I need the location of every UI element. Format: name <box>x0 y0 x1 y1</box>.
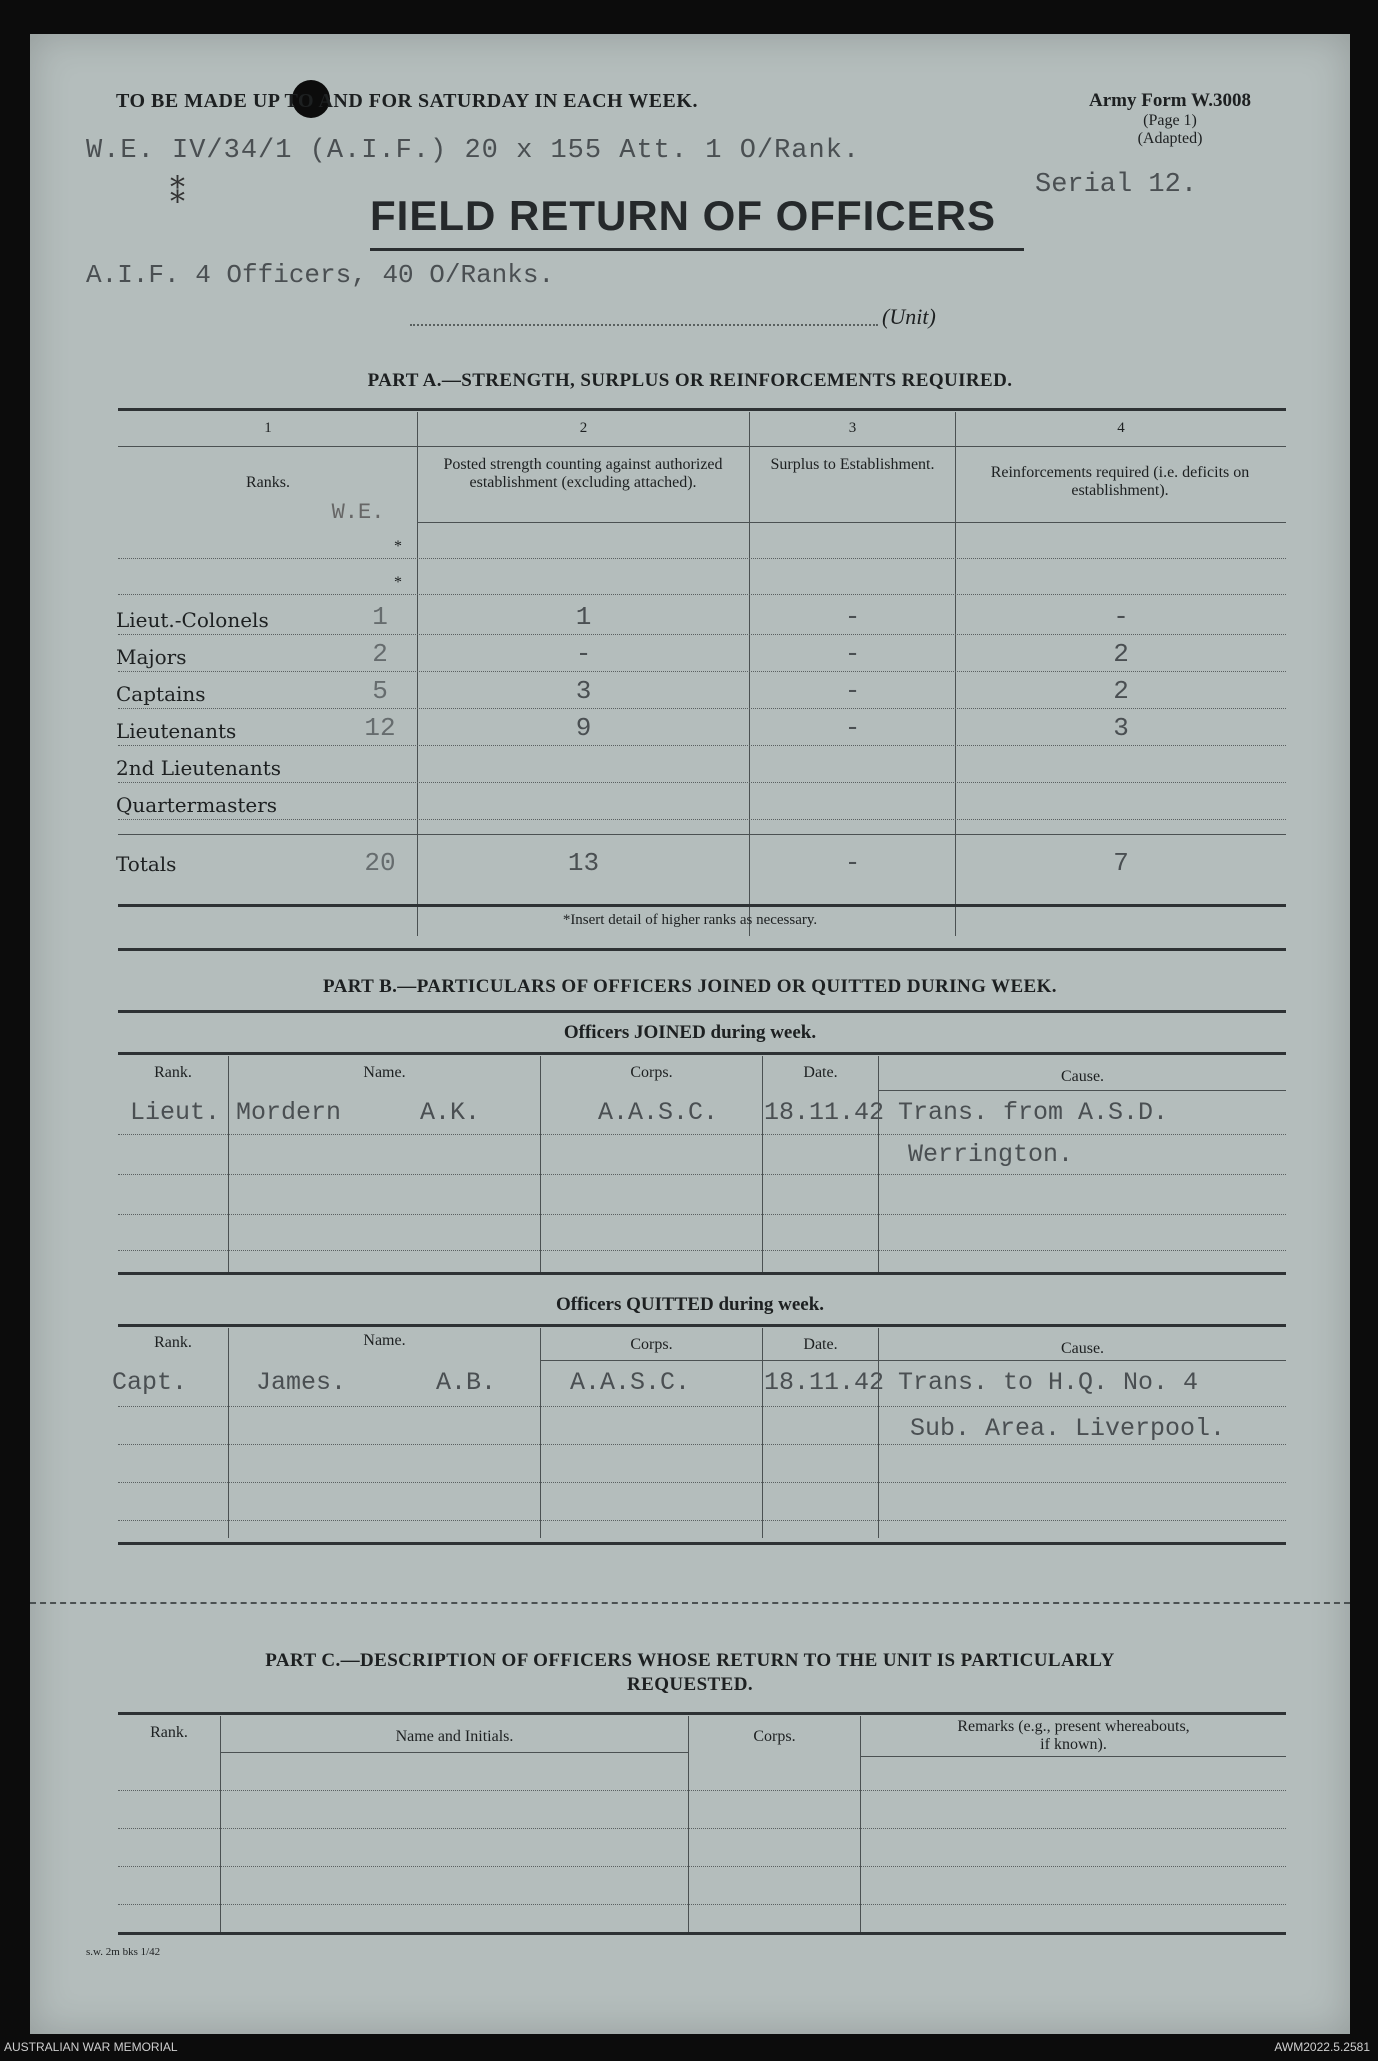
remarks-line-2: if known). <box>1040 1736 1107 1753</box>
reinforcements-header: Reinforcements required (i.e. deficits on establishment). <box>990 464 1250 499</box>
dotted-row <box>118 1134 1286 1135</box>
joined-heading: Officers JOINED during week. <box>563 1022 817 1043</box>
joined-cause-cont: Werrington. <box>908 1140 1074 1169</box>
form-number: Army Form W.3008 <box>1088 90 1251 111</box>
dotted-row <box>118 1904 1286 1905</box>
totals-surplus: - <box>844 848 861 878</box>
unit-fill-line <box>410 324 878 326</box>
column-divider <box>220 1716 221 1934</box>
totals-posted: 13 <box>567 848 600 878</box>
col-corps: Corps. <box>753 1728 796 1745</box>
reinforcement-value: - <box>1113 602 1129 632</box>
joined-corps: A.A.S.C. <box>598 1098 719 1127</box>
asterisk: * <box>394 574 402 591</box>
printer-imprint: s.w. 2m bks 1/42 <box>86 1946 161 1958</box>
posted-value: 1 <box>575 602 592 632</box>
dotted-row <box>118 782 1286 783</box>
rank-2nd-lieutenants: 2nd Lieutenants <box>116 756 282 780</box>
col-date: Date. <box>803 1064 838 1081</box>
we-value: 12 <box>364 713 396 743</box>
dotted-row <box>118 558 1286 559</box>
column-divider <box>762 1056 763 1274</box>
posted-value: 3 <box>575 676 592 706</box>
quitted-initials: A.B. <box>436 1368 497 1397</box>
handwritten-mark: ⁑ <box>170 177 185 210</box>
unit-strength-line: A.I.F. 4 Officers, 40 O/Ranks. <box>86 260 555 290</box>
rule <box>879 1090 1286 1091</box>
dotted-row <box>118 819 1286 820</box>
column-divider <box>540 1056 541 1274</box>
col-cause: Cause. <box>1060 1340 1105 1357</box>
col-corps: Corps. <box>630 1336 673 1353</box>
unit-label: (Unit) <box>882 304 936 329</box>
dotted-row <box>118 1828 1286 1829</box>
archive-id: AWM2022.5.2581 <box>1274 2040 1370 2054</box>
adapted-note: (Adapted) <box>1137 130 1203 147</box>
col-number: 1 <box>264 420 272 436</box>
form-sheet <box>30 34 1350 2034</box>
col-name: Name. <box>363 1064 406 1081</box>
dotted-row <box>118 1866 1286 1867</box>
dotted-row <box>118 1214 1286 1215</box>
dotted-row <box>118 1406 1286 1407</box>
quitted-rank: Capt. <box>112 1368 188 1397</box>
col-corps: Corps. <box>630 1064 673 1081</box>
surplus-value: - <box>844 602 861 632</box>
totals-label: Totals <box>116 852 177 876</box>
page-number: (Page 1) <box>1143 112 1197 129</box>
dotted-row <box>118 1482 1286 1483</box>
rank-lieut-colonels: Lieut.-Colonels <box>116 608 269 632</box>
rule <box>118 1272 1286 1275</box>
rule <box>118 834 1286 835</box>
war-establishment-line: W.E. IV/34/1 (A.I.F.) 20 x 155 Att. 1 O/Rank. <box>86 136 861 166</box>
dotted-row <box>118 708 1286 709</box>
dotted-row <box>118 634 1286 635</box>
rule <box>221 1752 688 1753</box>
posted-value: - <box>575 639 592 669</box>
title-underline <box>370 248 1024 251</box>
rule <box>118 408 1286 411</box>
ranks-header: Ranks. <box>246 474 290 491</box>
rule <box>861 1756 1286 1757</box>
rule <box>118 1010 1286 1013</box>
col-name: Name. <box>363 1332 406 1349</box>
col-rank: Rank. <box>154 1064 192 1081</box>
col-name-initials: Name and Initials. <box>395 1728 514 1745</box>
quitted-cause-cont: Sub. Area. Liverpool. <box>910 1414 1226 1443</box>
quitted-heading: Officers QUITTED during week. <box>555 1294 825 1315</box>
rule <box>541 1360 1286 1361</box>
dotted-row <box>118 1790 1286 1791</box>
rule <box>118 948 1286 951</box>
joined-cause: Trans. from A.S.D. <box>898 1098 1169 1127</box>
dotted-row <box>118 1520 1286 1521</box>
dotted-row <box>118 1174 1286 1175</box>
part-b-heading: PART B.—PARTICULARS OF OFFICERS JOINED OR QUITTED DURING WEEK. <box>323 976 1057 997</box>
dotted-row <box>118 594 1286 595</box>
column-divider <box>878 1056 879 1274</box>
col-number: 2 <box>579 420 588 436</box>
rank-quartermasters: Quartermasters <box>116 793 278 817</box>
rank-majors: Majors <box>116 645 187 669</box>
totals-we: 20 <box>364 848 396 878</box>
serial-number: Serial 12. <box>1035 170 1198 200</box>
col-date: Date. <box>803 1336 838 1353</box>
reinforcement-value: 3 <box>1113 713 1129 743</box>
column-divider <box>228 1056 229 1274</box>
col-number: 3 <box>848 420 857 436</box>
dotted-row <box>118 671 1286 672</box>
surplus-value: - <box>844 676 861 706</box>
surplus-value: - <box>844 713 861 743</box>
form-number-block <box>1040 90 1300 148</box>
rule <box>118 1712 1286 1715</box>
part-a-heading: PART A.—STRENGTH, SURPLUS OR REINFORCEMENTS REQUIRED. <box>367 370 1013 391</box>
quitted-surname: James. <box>256 1368 347 1397</box>
totals-reinforcements: 7 <box>1113 848 1129 878</box>
tear-line <box>30 1602 1350 1604</box>
rule <box>118 1542 1286 1545</box>
we-value: 5 <box>372 676 388 706</box>
dotted-row <box>118 745 1286 746</box>
column-divider <box>228 1328 229 1538</box>
rule <box>118 1324 1286 1327</box>
column-divider <box>688 1716 689 1934</box>
we-value: 2 <box>372 639 388 669</box>
part-a-footnote: *Insert detail of higher ranks as necessary. <box>562 912 818 928</box>
archive-label: AUSTRALIAN WAR MEMORIAL <box>4 2040 178 2054</box>
dotted-row <box>118 1250 1286 1251</box>
surplus-header: Surplus to Establishment. <box>770 456 935 473</box>
quitted-corps: A.A.S.C. <box>570 1368 691 1397</box>
part-c-heading: PART C.—DESCRIPTION OF OFFICERS WHOSE RETURN TO THE UNIT IS PARTICULARLY <box>265 1650 1115 1671</box>
rule <box>118 1932 1286 1935</box>
dotted-row <box>118 1444 1286 1445</box>
rule <box>418 522 1286 523</box>
col-remarks <box>861 1718 1286 1754</box>
rank-lieutenants: Lieutenants <box>116 719 237 743</box>
instruction-line: TO BE MADE UP TO AND FOR SATURDAY IN EACH WEEK. <box>116 90 698 112</box>
we-header: W.E. <box>331 500 385 525</box>
col-cause: Cause. <box>1060 1068 1105 1085</box>
joined-surname: Mordern <box>236 1098 342 1127</box>
joined-initials: A.K. <box>420 1098 481 1127</box>
posted-value: 9 <box>575 713 592 743</box>
we-value: 1 <box>372 602 388 632</box>
col-number: 4 <box>1117 420 1125 436</box>
rank-captains: Captains <box>116 682 206 706</box>
surplus-value: - <box>844 639 861 669</box>
part-c-heading-cont: REQUESTED. <box>627 1674 753 1695</box>
rule <box>118 446 1286 447</box>
rule <box>118 1052 1286 1055</box>
joined-date: 18.11.42 <box>764 1098 885 1127</box>
page-title: FIELD RETURN OF OFFICERS <box>370 192 996 239</box>
joined-rank: Lieut. <box>130 1098 221 1127</box>
remarks-line-1: Remarks (e.g., present whereabouts, <box>957 1718 1190 1735</box>
quitted-cause: Trans. to H.Q. No. 4 <box>898 1368 1199 1397</box>
col-rank: Rank. <box>154 1334 192 1351</box>
asterisk: * <box>394 538 402 555</box>
posted-header: Posted strength counting against authorized establishment (excluding attached). <box>443 456 723 491</box>
quitted-date: 18.11.42 <box>764 1368 885 1397</box>
reinforcement-value: 2 <box>1113 639 1129 669</box>
reinforcement-value: 2 <box>1113 676 1129 706</box>
rule <box>118 904 1286 907</box>
col-rank: Rank. <box>150 1724 188 1741</box>
